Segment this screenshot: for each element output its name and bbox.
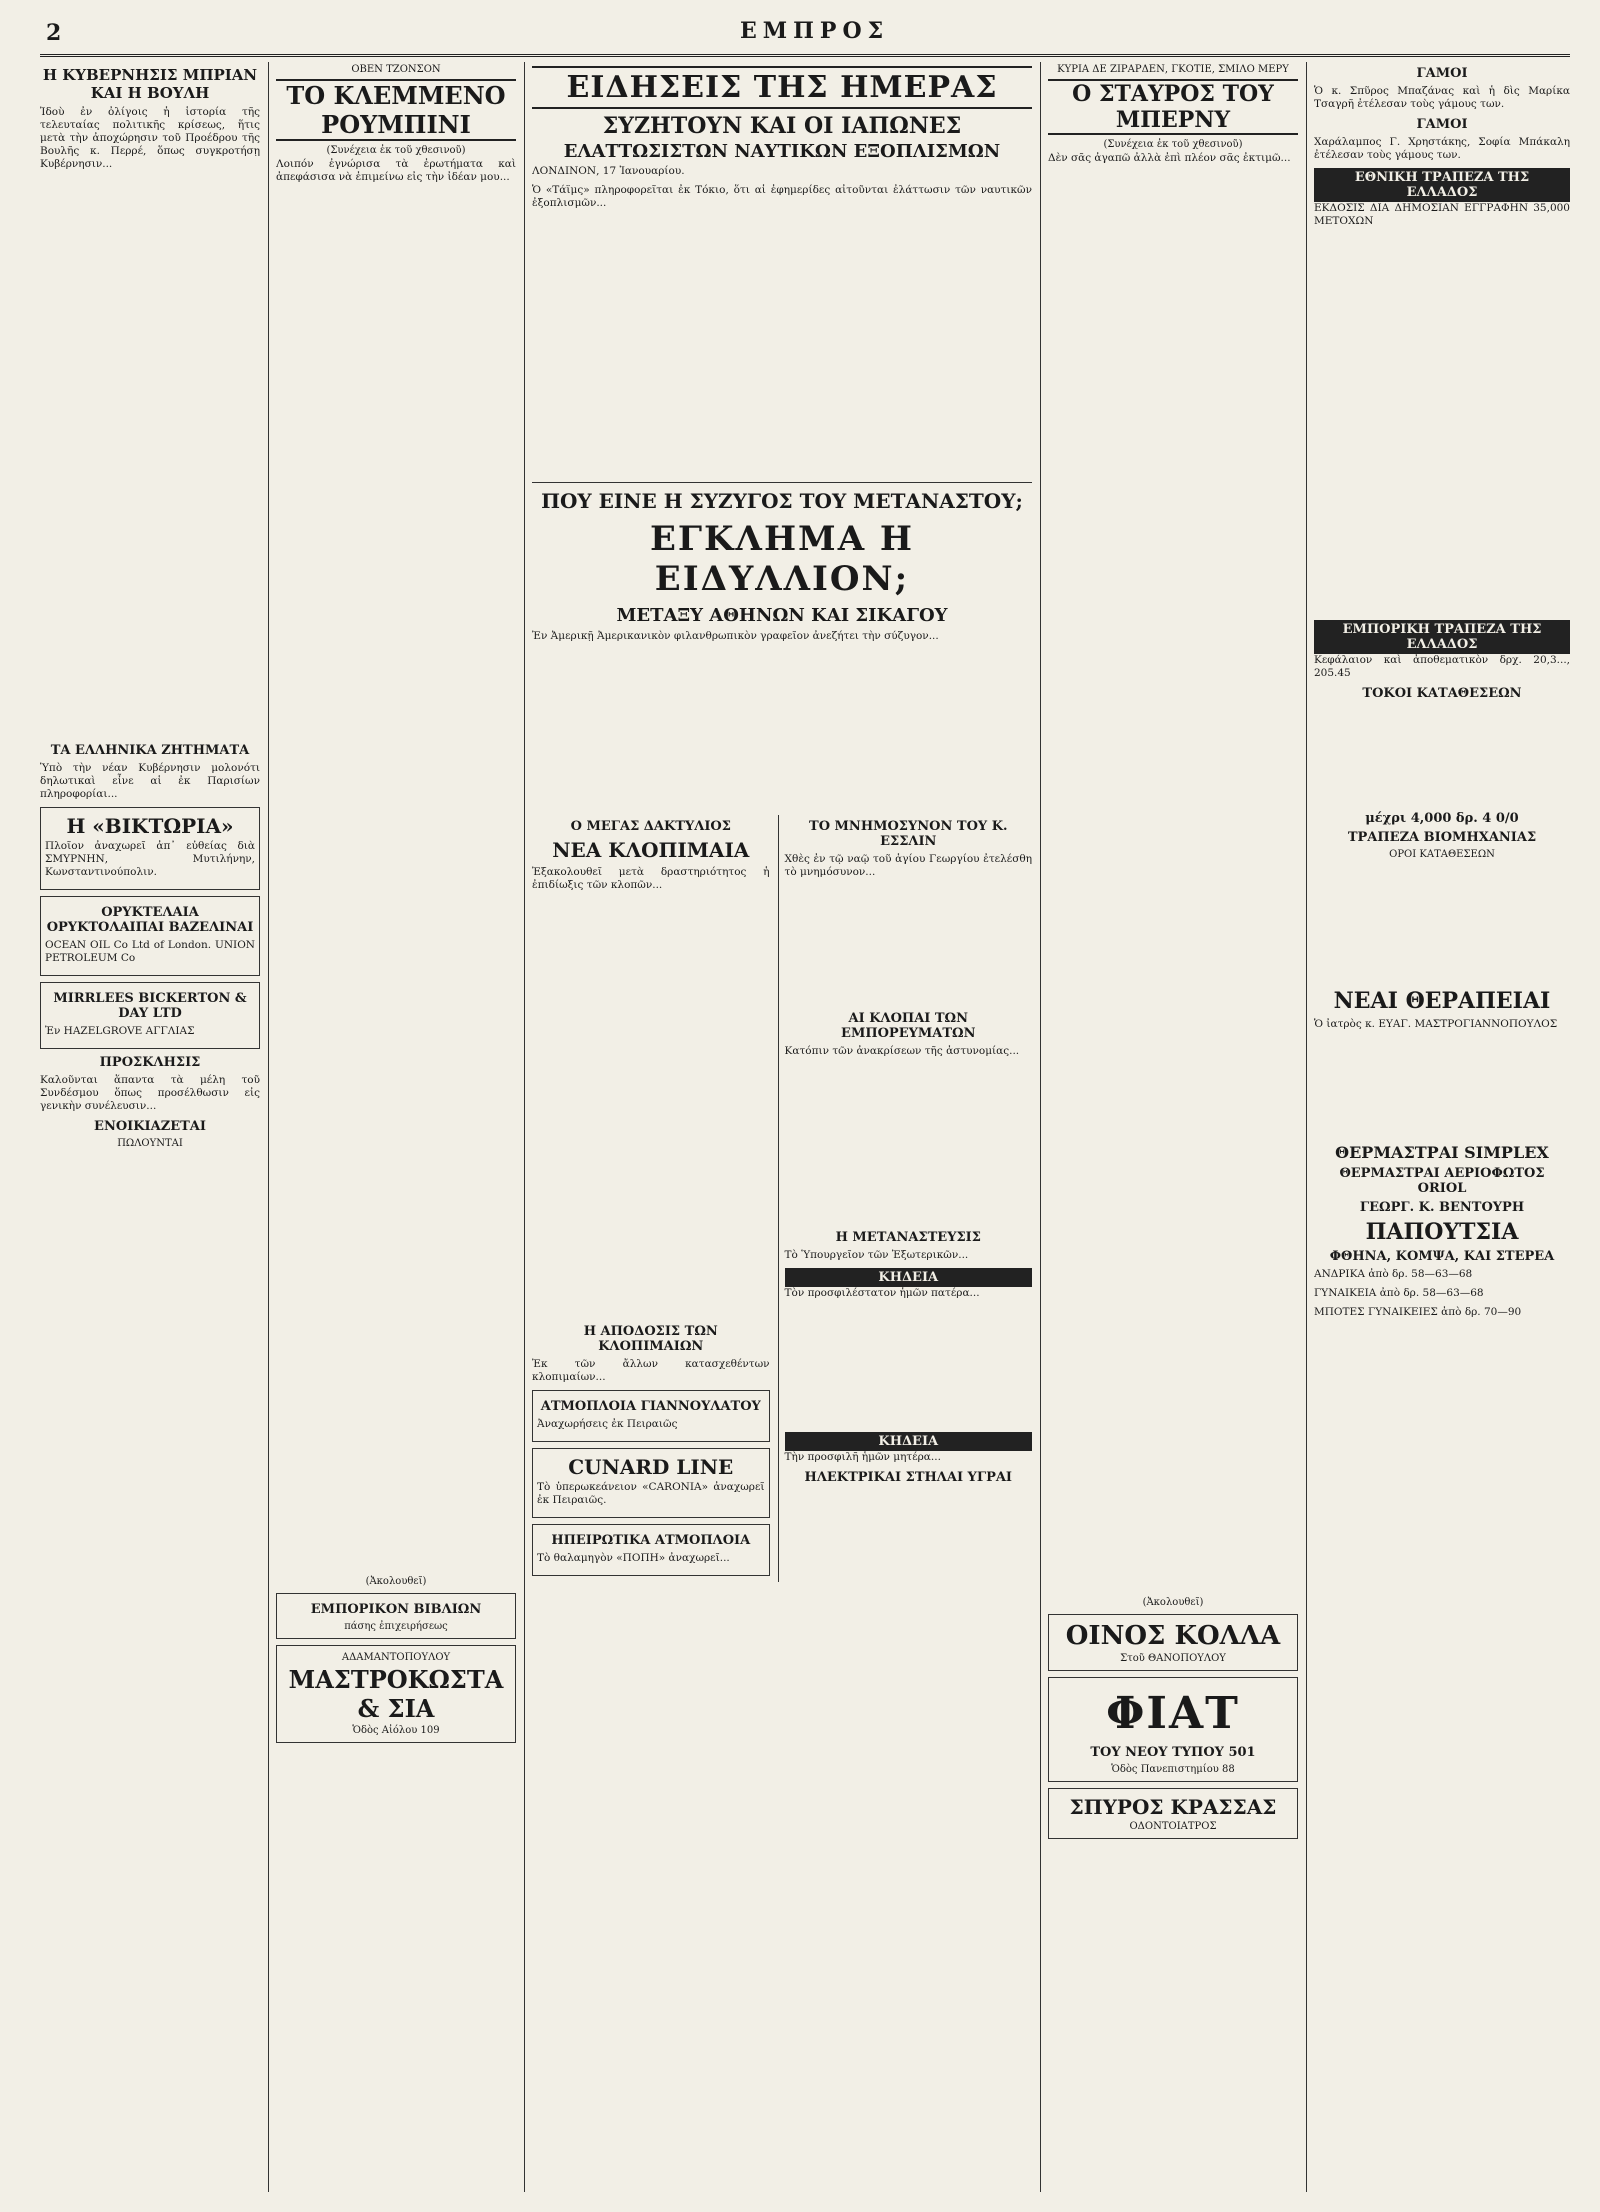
battery-ad-heading: ΗΛΕΚΤΡΙΚΑΙ ΣΤΗΛΑΙ ΥΓΡΑΙ (804, 1470, 1013, 1485)
ad-text: Τὸ θαλαμηγὸν «ΠΟΠΗ» ἀναχωρεῖ... (537, 1552, 730, 1564)
mid-text-block (532, 898, 770, 1318)
weddings-text-2: Χαράλαμπος Γ. Χρηστάκης, Σοφία Μπάκαλη ἐτέλεσαν τοὺς γάμους των. (1314, 136, 1570, 161)
ad-title: ΟΙΝΟΣ ΚΟΛΛΑ (1065, 1621, 1281, 1651)
shoes-price-2: ΓΥΝΑΙΚΕΙΑ ἀπὸ δρ. 58—63—68 (1314, 1287, 1484, 1299)
serial-text-block (276, 190, 516, 1570)
serial-author: ΟΒΕΝ ΤΖΟΝΣΟΝ (351, 64, 441, 75)
dateline: ΛΟΝΔΙΝΟΝ, 17 Ἰανουαρίου. (532, 165, 685, 177)
serial-follow: (Ἀκολουθεῖ) (365, 1576, 427, 1587)
ad-mirrlees (40, 982, 260, 1049)
ad-title: ΟΡΥΚΤΕΛΑΙΑ ΟΡΥΚΤΟΛΑΙΠΑΙ ΒΑΖΕΛΙΝΑΙ (46, 905, 254, 935)
ad-title: ΑΤΜΟΠΛΟΙΑ ΓΙΑΝΝΟΥΛΑΤΟΥ (540, 1399, 761, 1414)
ad-title: ΦΙΑΤ (1106, 1688, 1240, 1739)
memorial-heading: ΤΟ ΜΝΗΜΟΣΥΝΟΝ ΤΟΥ Κ. ΕΣΣΛΙΝ (809, 819, 1008, 849)
serial-title: Ο ΣΤΑΥΡΟΣ ΤΟΥ ΜΠΕΡΝΥ (1048, 79, 1298, 135)
serial-title: ΤΟ ΚΛΕΜΜΕΝΟ ΡΟΥΜΠΙΝΙ (276, 79, 516, 141)
story-text-block (532, 649, 1032, 809)
notice-heading: ΠΡΟΣΚΛΗΣΙΣ (99, 1055, 201, 1070)
rent-heading: ΕΝΟΙΚΙΑΖΕΤΑΙ (94, 1119, 206, 1134)
article-body: Ὁ «Τάϊμς» πληροφορεῖται ἐκ Τόκιο, ὅτι αἱ ἐφημερίδες αἰτοῦνται ἐλάττωσιν τῶν ναυτικῶν ἐξοπλισμῶν... (532, 184, 1032, 209)
return-heading: Η ΑΠΟΔΟΣΙΣ ΤΩΝ ΚΛΟΠΙΜΑΙΩΝ (583, 1324, 718, 1354)
bank-heading: ΕΘΝΙΚΗ ΤΡΑΠΕΖΑ ΤΗΣ ΕΛΛΑΔΟΣ (1314, 168, 1570, 202)
industry-bank-heading: ΤΡΑΠΕΖΑ ΒΙΟΜΗΧΑΝΙΑΣ (1347, 830, 1537, 845)
ad-title: ΜΑΣΤΡΟΚΩΣΤΑ & ΣΙΑ (288, 1665, 504, 1723)
funeral-text-block (785, 1306, 1032, 1426)
serial-continuation: (Συνέχεια ἐκ τοῦ χθεσινοῦ) (326, 145, 466, 156)
ad-epirus (532, 1524, 770, 1576)
ad-text: OCEAN OIL Co Ltd of London. UNION PETROLEUM Co (45, 939, 255, 964)
funeral-heading-2: ΚΗΔΕΙΑ (785, 1432, 1032, 1451)
subheadline: ΕΛΑΤΤΩΣΙΣΤΩΝ ΝΑΥΤΙΚΩΝ ΕΞΟΠΛΙΣΜΩΝ (563, 141, 1001, 162)
article-body-2: Ὑπὸ τὴν νέαν Κυβέρνησιν μολονότι δηλωτικαὶ εἶνε αἱ ἐκ Παρισίων πληροφορίαι... (40, 762, 260, 800)
interest-heading: ΤΟΚΟΙ ΚΑΤΑΘΕΣΕΩΝ (1362, 686, 1522, 701)
ad-text: Ἀναχωρήσεις ἐκ Πειραιῶς (537, 1418, 678, 1430)
interest-footer: μέχρι 4,000 δρ. 4 0/0 (1365, 811, 1519, 826)
article-heading-2: ΤΑ ΕΛΛΗΝΙΚΑ ΖΗΤΗΜΑΤΑ (50, 743, 250, 758)
story-headline: ΠΟΥ ΕΙΝΕ Η ΣΥΖΥΓΟΣ ΤΟΥ ΜΕΤΑΝΑΣΤΟΥ; (541, 489, 1023, 513)
heaters-heading-2: ΘΕΡΜΑΣΤΡΑΙ ΑΕΡΙΟΦΩΤΟΣ ORIOL (1339, 1166, 1545, 1196)
shoes-price-1: ΑΝΔΡΙΚΑ ἀπὸ δρ. 58—63—68 (1314, 1268, 1473, 1280)
masthead (40, 14, 1570, 57)
news-banner: ΕΙΔΗΣΕΙΣ ΤΗΣ ΗΜΕΡΑΣ (532, 66, 1032, 109)
ad-address: Ὁδὸς Αἰόλου 109 (352, 1725, 440, 1736)
ad-mastrokosta (276, 1645, 516, 1743)
thefts-heading: ΑΙ ΚΛΟΠΑΙ ΤΩΝ ΕΜΠΟΡΕΥΜΑΤΩΝ (841, 1011, 976, 1041)
weddings-text: Ὁ κ. Σπῦρος Μπαζάνας καὶ ἡ δὶς Μαρίκα Τσαγρῆ ἐτέλεσαν τοὺς γάμους των. (1314, 85, 1570, 110)
funeral-body-2: Τὴν προσφιλῆ ἡμῶν μητέρα... (784, 1451, 941, 1463)
shoes-heading: ΠΑΠΟΥΤΣΙΑ (1365, 1219, 1519, 1245)
column-5 (1048, 62, 1298, 2192)
article-body: Ἰδοὺ ἐν ὀλίγοις ἡ ἱστορία τῆς τελευταίας πολιτικῆς κρίσεως, ἥτις μετὰ τὴν ἀποχώρησιν τοῦ Προέδρου τῆς Βουλῆς κ. Περρέ, ὅπως συγκροτήσῃ Κυβέρνησιν... (40, 106, 260, 170)
column-2 (276, 62, 516, 2192)
ad-title: ΕΜΠΟΡΙΚΟΝ ΒΙΒΛΙΩΝ (310, 1602, 482, 1617)
ad-title: ΣΠΥΡΟΣ ΚΡΑΣΣΑΣ (1069, 1795, 1277, 1819)
article-heading: Η ΚΥΒΕΡΝΗΣΙΣ ΜΠΡΙΑΝ ΚΑΙ Η ΒΟΥΛΗ (42, 66, 258, 102)
mid-section (532, 815, 1032, 1582)
column-3 (532, 62, 1032, 2192)
shoes-subheading: ΦΘΗΝΑ, ΚΟΜΨΑ, ΚΑΙ ΣΤΕΡΕΑ (1329, 1249, 1555, 1264)
ad-books (276, 1593, 516, 1639)
ad-subtitle: ΤΟΥ ΝΕΟΥ ΤΥΠΟΥ 501 (1090, 1745, 1256, 1760)
funeral-body: Τὸν προσφιλέστατον ἡμῶν πατέρα... (784, 1287, 980, 1299)
notice-body: Καλοῦνται ἅπαντα τὰ μέλη τοῦ Συνδέσμου ὅπως προσέλθωσιν εἰς γενικὴν συνέλευσιν... (40, 1074, 260, 1112)
ad-dentist (1048, 1788, 1298, 1839)
bank2-heading: ΕΜΠΟΡΙΚΗ ΤΡΑΠΕΖΑ ΤΗΣ ΕΛΛΑΔΟΣ (1314, 620, 1570, 654)
ad-victoria (40, 807, 260, 890)
store-name: ΓΕΩΡΓ. Κ. ΒΕΝΤΟΥΡΗ (1359, 1200, 1525, 1215)
therapies-heading: ΝΕΑΙ ΘΕΡΑΠΕΙΑΙ (1333, 988, 1551, 1014)
newspaper-page (40, 14, 1570, 2199)
column-rule (268, 62, 269, 2192)
serial-follow: (Ἀκολουθεῖ) (1142, 1597, 1204, 1608)
column-1 (40, 62, 260, 2192)
industry-bank-sub: ΟΡΟΙ ΚΑΤΑΘΕΣΕΩΝ (1389, 849, 1495, 860)
sale-line: ΠΩΛΟΥΝΤΑΙ (117, 1138, 183, 1149)
column-rule (524, 62, 525, 2192)
ad-title: CUNARD LINE (568, 1455, 734, 1479)
story-subheadline: ΜΕΤΑΞΥ ΑΘΗΝΩΝ ΚΑΙ ΣΙΚΑΓΟΥ (616, 605, 948, 626)
memorial-body: Χθὲς ἐν τῷ ναῷ τοῦ ἁγίου Γεωργίου ἐτελέσθη τὸ μνημόσυνον... (784, 853, 1032, 878)
column-rule (1040, 62, 1041, 2192)
paper-title: ΕΜΠΡΟΣ (740, 18, 890, 44)
thefts-body: Κατόπιν τῶν ἀνακρίσεων τῆς ἀστυνομίας... (784, 1045, 1020, 1057)
serial-text-block (1048, 171, 1298, 1591)
article-text-block (40, 177, 260, 737)
return-body: Ἐκ τῶν ἄλλων κατασχεθέντων κλοπιμαίων... (532, 1358, 770, 1383)
ad-subtitle: Στοῦ ΘΑΝΟΠΟΥΛΟΥ (1120, 1653, 1226, 1664)
divider (532, 482, 1032, 483)
ad-title: MIRRLEES BICKERTON & DAY LTD (53, 991, 247, 1021)
story-body: Ἐν Ἀμερικῇ Ἀμερικανικὸν φιλανθρωπικὸν γραφεῖον ἀνεζήτει τὴν σύζυγον... (532, 630, 939, 642)
ad-text: πάσης ἐπιχειρήσεως (344, 1621, 448, 1632)
ad-address: Ὁδὸς Πανεπιστημίου 88 (1111, 1764, 1235, 1775)
bank-text: ΕΚΔΟΣΙΣ ΔΙΑ ΔΗΜΟΣΙΑΝ ΕΓΓΡΑΦΗΝ 35,000 ΜΕΤΟΧΩΝ (1314, 202, 1570, 227)
bank2-text: Κεφάλαιον καὶ ἀποθεματικὸν δρχ. 20,3..., 205.45 (1314, 654, 1570, 679)
emigration-heading: Η ΜΕΤΑΝΑΣΤΕΥΣΙΣ (835, 1230, 981, 1245)
ad-cunard (532, 1448, 770, 1518)
mid-body: Ἐξακολουθεῖ μετὰ δραστηριότητος ἡ ἐπιδίωξις τῶν κλοπῶν... (532, 866, 770, 891)
ad-subtitle: ΑΔΑΜΑΝΤΟΠΟΥΛΟΥ (341, 1652, 451, 1663)
serial-body: Δὲν σᾶς ἀγαπῶ ἀλλὰ ἐπὶ πλέον σᾶς ἐκτιμῶ... (1048, 152, 1291, 164)
column-rule (1306, 62, 1307, 2192)
ad-subtitle: ΟΔΟΝΤΟΙΑΤΡΟΣ (1129, 1821, 1217, 1832)
serial-kicker: ΚΥΡΙΑ ΔΕ ΖΙΡΑΡΔΕΝ, ΓΚΟΤΙΕ, ΣΜΙΛΟ ΜΕΡΥ (1057, 64, 1289, 75)
ad-fiat (1048, 1677, 1298, 1782)
emigration-body: Τὸ Ὑπουργεῖον τῶν Ἐξωτερικῶν... (784, 1249, 969, 1261)
bank-text-block (1314, 234, 1570, 614)
ad-wine (1048, 1614, 1298, 1671)
interest-table (1314, 705, 1570, 805)
industry-bank-table (1314, 862, 1570, 982)
mid-heading: Ο ΜΕΓΑΣ ΔΑΚΤΥΛΙΟΣ (570, 819, 731, 834)
ad-title: ΗΠΕΙΡΩΤΙΚΑ ΑΤΜΟΠΛΟΙΑ (551, 1533, 751, 1548)
serial-body: Λοιπόν ἐγνώρισα τὰ ἐρωτήματα καὶ ἀπεφάσισα νὰ ἐπιμείνω εἰς τὴν ἰδέαν μου... (276, 158, 516, 183)
serial-continuation: (Συνέχεια ἐκ τοῦ χθεσινοῦ) (1103, 139, 1243, 150)
article-text-block (532, 216, 1032, 476)
mid-heading-2: ΝΕΑ ΚΛΟΠΙΜΑΙΑ (552, 838, 750, 862)
ad-giannoulatos (532, 1390, 770, 1442)
column-6 (1314, 62, 1570, 2192)
ad-oils (40, 896, 260, 976)
thefts-text-block (785, 1064, 1032, 1224)
ad-title: Η «ΒΙΚΤΩΡΙΑ» (66, 814, 234, 838)
ad-text: Πλοῖον ἀναχωρεῖ ἀπ᾽ εὐθείας διὰ ΣΜΥΡΝΗΝ, Μυτιλήνην, Κωνσταντινούπολιν. (45, 840, 255, 878)
ad-text: Τὸ ὑπερωκεάνειον «CARONIA» ἀναχωρεῖ ἐκ Πειραιῶς. (537, 1481, 765, 1506)
story-headline-large: ΕΓΚΛΗΜΑ Η ΕΙΔΥΛΛΙΟΝ; (649, 519, 915, 599)
mid-left (532, 815, 770, 1582)
therapies-text: Ὁ ἰατρὸς κ. ΕΥΑΓ. ΜΑΣΤΡΟΓΙΑΝΝΟΠΟΥΛΟΣ (1314, 1018, 1558, 1030)
shoes-price-3: ΜΠΟΤΕΣ ΓΥΝΑΙΚΕΙΕΣ ἀπὸ δρ. 70—90 (1314, 1306, 1522, 1318)
mid-right (778, 815, 1032, 1582)
funeral-heading: ΚΗΔΕΙΑ (785, 1268, 1032, 1287)
heaters-heading: ΘΕΡΜΑΣΤΡΑΙ SIMPLEX (1335, 1143, 1549, 1162)
memorial-text-block (785, 885, 1032, 1005)
therapies-text-block (1314, 1037, 1570, 1137)
weddings-heading: ΓΑΜΟΙ (1416, 66, 1468, 81)
headline: ΣΥΖΗΤΟΥΝ ΚΑΙ ΟΙ ΙΑΠΩΝΕΣ (602, 113, 962, 139)
page-number: 2 (46, 20, 62, 46)
ad-text: Ἐν HAZELGROVE ΑΓΓΛΙΑΣ (45, 1025, 195, 1037)
weddings-heading-2: ΓΑΜΟΙ (1416, 117, 1468, 132)
